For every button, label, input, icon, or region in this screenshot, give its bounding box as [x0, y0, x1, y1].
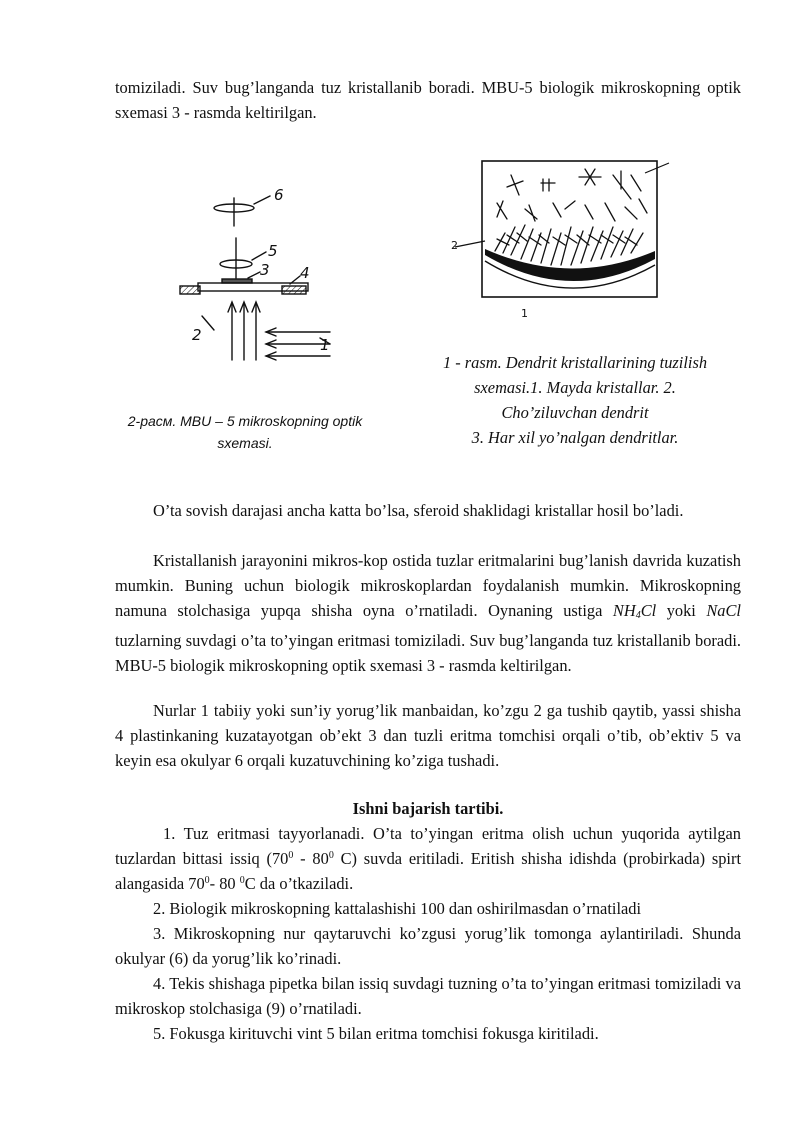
step-1-text-a: 1. Tuz eritmasi tayyorlanadi. O’ta to’yingan eritma olish uchun yuqorida aytilgan tuzlardan bittasi issiq (70 [115, 824, 741, 868]
step-1-text-e: C da o’tkaziladi. [244, 874, 354, 893]
figure-left-caption-line1: 2-расм. MBU – 5 mikroskopning optik [127, 413, 363, 429]
paragraph-crystallization-text-c: tuzlarning suvdagi o’ta to’yingan eritmasi tomiziladi. Suv bug’langanda tuz kristallanib boradi. MBU-5 biologik mikroskopning optik sxemasi 3 - rasmda keltirilgan. [115, 631, 741, 675]
degree-sup-3: 0 [204, 875, 210, 886]
step-5: 5. Fokusga kirituvchi vint 5 bilan eritma tomchisi fokusga kiritiladi. [153, 1024, 599, 1043]
step-1-text-c: C) suvda eritiladi. Eritish shisha idishda (probirkada) spirt alangasida 70 [115, 849, 741, 893]
figure-right-caption-line4: 3. Har xil yo’nalgan dendritlar. [471, 428, 679, 447]
paragraph-supercooling: O’ta sovish darajasi ancha katta bo’lsa, sferoid shaklidagi kristallar hosil bo’ladi. [153, 501, 684, 520]
step-1 [115, 821, 741, 896]
paragraph-crystallization [115, 548, 741, 678]
formula-nh: NH [612, 601, 636, 620]
step-1-text-d: - 80 [209, 874, 240, 893]
formula-cl: Cl [640, 601, 657, 620]
label-eyepiece: 6 [274, 186, 284, 204]
formula-ammonium-chloride [613, 601, 656, 620]
paragraph-crystallization-text-a: Kristallanish jarayonini mikros-kop ostida tuzlar eritmalarini bug’lanish davrida kuzatish mumkin. Buning uchun biologik mikroskoplardan foydalanish mumkin. Mikroskopning namuna stolchasiga yupqa shisha oyna o’rnatiladi. Oynaning ustiga [115, 551, 741, 620]
figure-left-caption [110, 410, 380, 454]
degree-sup-2: 0 [328, 850, 334, 861]
top-paragraph: tomiziladi. Suv bug’langanda tuz kristallanib boradi. MBU-5 biologik mikroskopning optik sxemasi 3 - rasmda keltirilgan. [115, 78, 741, 122]
figure-right-caption-line1: 1 - rasm. Dendrit kristallarining tuzilish [442, 353, 708, 372]
step-1-text-b: - 80 [293, 849, 329, 868]
label-stage: 4 [300, 264, 310, 282]
formula-sodium-chloride: NaCl [706, 601, 741, 620]
label-small-crystals: 1 [521, 307, 528, 320]
label-mirror: 2 [192, 326, 202, 344]
degree-sup-4: 0 [239, 875, 245, 886]
formula-subscript: 4 [635, 610, 641, 621]
step-3: 3. Mikroskopning nur qaytaruvchi ko’zgusi yorug’lik tomonga aylantiriladi. Shunda okulyar (6) da yorug’lik ko’rinadi. [115, 924, 741, 968]
section-heading: Ishni bajarish tartibi. [352, 799, 504, 818]
paragraph-light-path: Nurlar 1 tabiiy yoki sun’iy yorug’lik manbaidan, ko’zgu 2 ga tushib qaytib, yassi shisha 4 plastinkaning kuzatayotgan ob’ekt 3 dan tuzli eritma tomchisi orqali o’tib, ob’ektiv 5 va keyin esa okulyar 6 orqali kuzatuvchining ko’ziga tushadi. [115, 701, 741, 770]
degree-sup-1: 0 [288, 850, 294, 861]
figure-left-caption-line2: sxemasi. [217, 435, 273, 451]
microscope-optical-scheme-figure [170, 180, 350, 380]
figure-right-caption [410, 350, 740, 450]
figure-right-caption-line3: Cho’ziluvchan dendrit [501, 403, 649, 422]
dendrite-crystal-figure [445, 155, 675, 320]
step-4: 4. Tekis shishaga pipetka bilan issiq suvdagi tuzning o’ta to’yingan eritmasi tomiziladi va mikroskop stolchasiga (9) o’rnatiladi. [115, 974, 741, 1018]
label-object: 3 [260, 261, 270, 279]
figure-right-caption-line2: sxemasi.1. Mayda kristallar. 2. [474, 378, 676, 397]
label-light-source: 1 [320, 336, 330, 354]
label-objective: 5 [268, 242, 278, 260]
paragraph-crystallization-text-b: yoki [656, 601, 707, 620]
step-2: 2. Biologik mikroskopning kattalashishi 100 dan oshirilmasdan o’rnatiladi [153, 899, 642, 918]
label-dendrite-stretch: 2 [451, 239, 458, 252]
